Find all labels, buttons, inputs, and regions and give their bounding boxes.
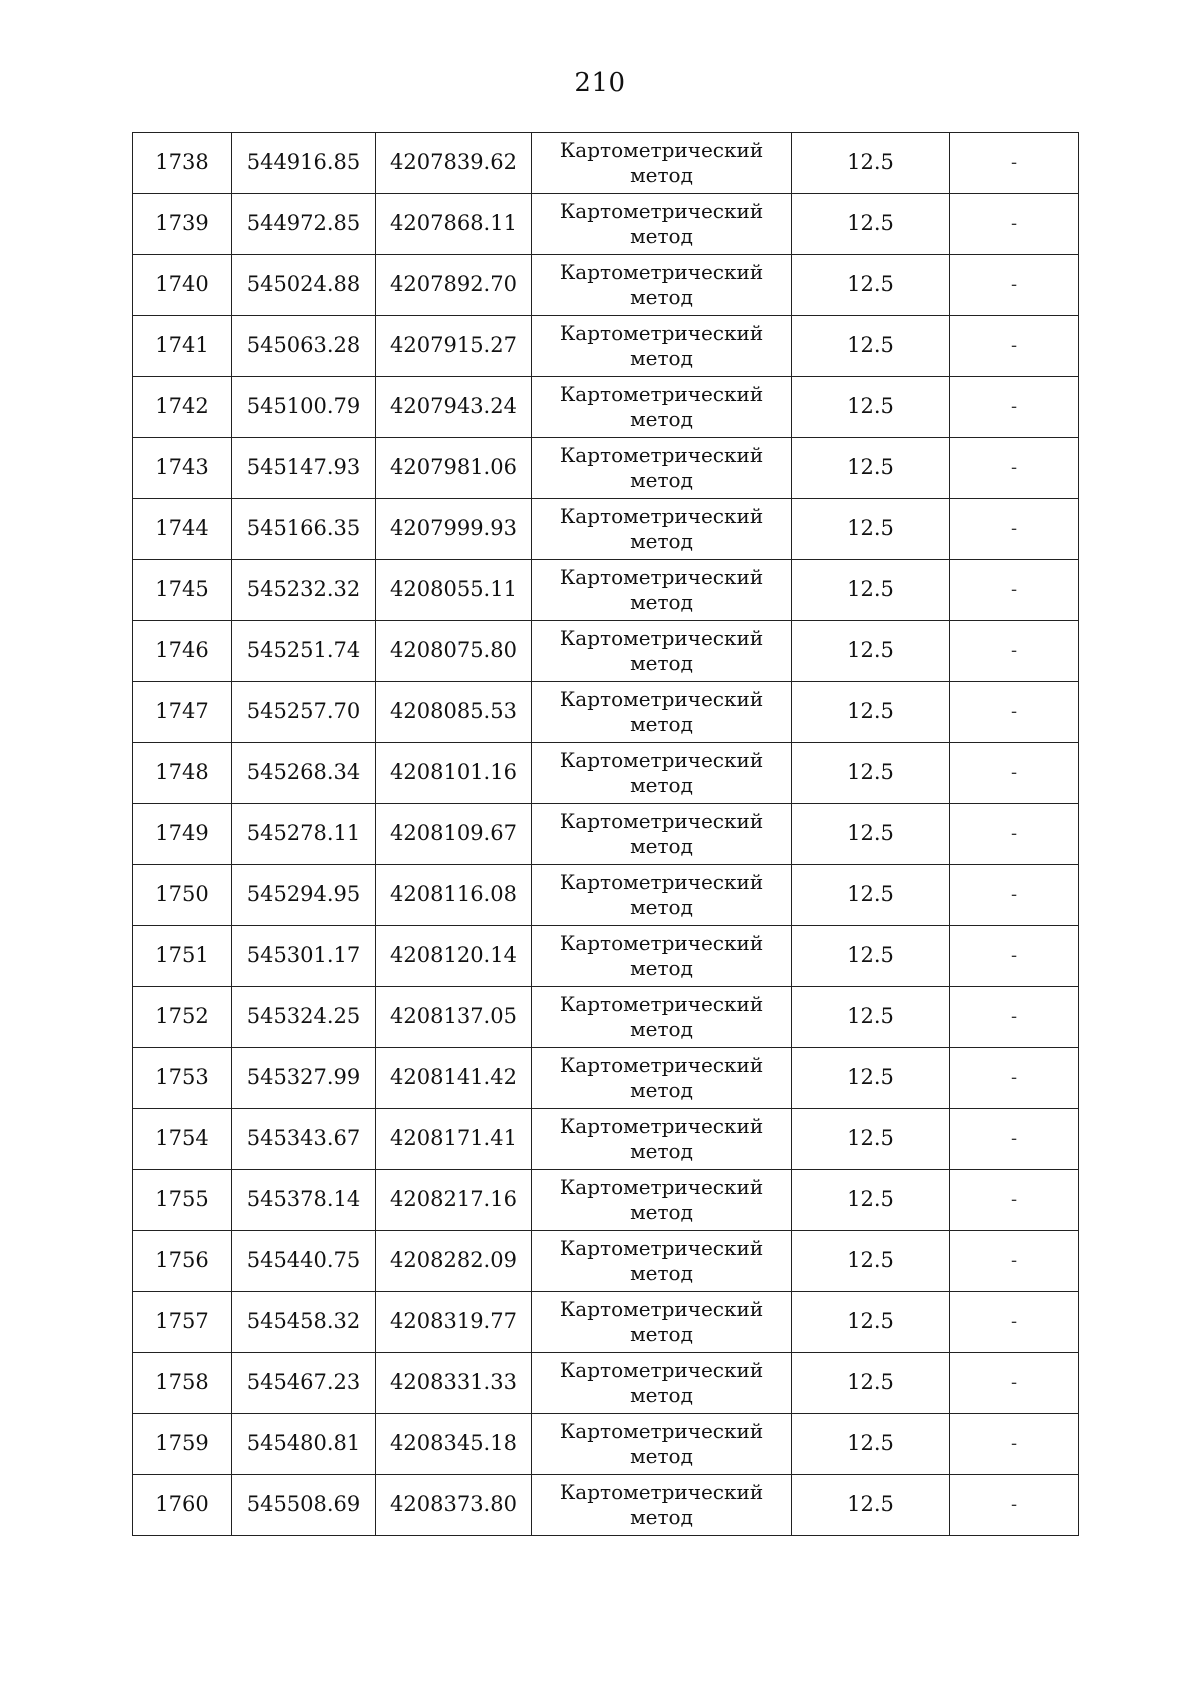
table-row: [133, 316, 1079, 377]
x-coordinate-cell: 545232.32: [232, 560, 376, 621]
precision-cell: 12.5: [792, 1048, 950, 1109]
method-cell: [532, 499, 792, 560]
y-coordinate-cell: 4208120.14: [376, 926, 532, 987]
y-coordinate-cell: 4208075.80: [376, 621, 532, 682]
point-number-cell: 1752: [133, 987, 232, 1048]
precision-cell: 12.5: [792, 1353, 950, 1414]
point-number-cell: 1755: [133, 1170, 232, 1231]
method-line-1: Картометрический: [559, 1175, 764, 1199]
note-cell: -: [950, 1414, 1079, 1475]
precision-cell: 12.5: [792, 865, 950, 926]
table-row: [133, 438, 1079, 499]
method-line-1: Картометрический: [559, 687, 764, 711]
precision-cell: 12.5: [792, 1475, 950, 1536]
note-cell: -: [950, 987, 1079, 1048]
note-cell: -: [950, 1048, 1079, 1109]
point-number-cell: 1760: [133, 1475, 232, 1536]
method-cell: [532, 865, 792, 926]
method-line-1: Картометрический: [559, 626, 764, 650]
method-line-1: Картометрический: [559, 1419, 764, 1443]
method-line-1: Картометрический: [559, 748, 764, 772]
x-coordinate-cell: 545024.88: [232, 255, 376, 316]
method-cell: [532, 1475, 792, 1536]
y-coordinate-cell: 4207839.62: [376, 133, 532, 194]
point-number-cell: 1750: [133, 865, 232, 926]
y-coordinate-cell: 4208373.80: [376, 1475, 532, 1536]
precision-cell: 12.5: [792, 499, 950, 560]
page-number: 210: [574, 68, 626, 98]
table-row: [133, 987, 1079, 1048]
precision-cell: 12.5: [792, 926, 950, 987]
precision-cell: 12.5: [792, 438, 950, 499]
y-coordinate-cell: 4208282.09: [376, 1231, 532, 1292]
method-line-1: Картометрический: [559, 260, 764, 284]
method-cell: [532, 377, 792, 438]
method-line-2: метод: [630, 1261, 693, 1285]
y-coordinate-cell: 4208217.16: [376, 1170, 532, 1231]
method-line-1: Картометрический: [559, 565, 764, 589]
precision-cell: 12.5: [792, 377, 950, 438]
precision-cell: 12.5: [792, 743, 950, 804]
x-coordinate-cell: 545301.17: [232, 926, 376, 987]
x-coordinate-cell: 545378.14: [232, 1170, 376, 1231]
point-number-cell: 1743: [133, 438, 232, 499]
note-cell: -: [950, 682, 1079, 743]
point-number-cell: 1738: [133, 133, 232, 194]
method-line-2: метод: [630, 163, 693, 187]
precision-cell: 12.5: [792, 1414, 950, 1475]
table-row: [133, 133, 1079, 194]
method-cell: [532, 1353, 792, 1414]
x-coordinate-cell: 545480.81: [232, 1414, 376, 1475]
point-number-cell: 1751: [133, 926, 232, 987]
method-line-2: метод: [630, 834, 693, 858]
precision-cell: 12.5: [792, 1292, 950, 1353]
x-coordinate-cell: 545257.70: [232, 682, 376, 743]
method-line-1: Картометрический: [559, 870, 764, 894]
method-cell: [532, 1109, 792, 1170]
y-coordinate-cell: 4208345.18: [376, 1414, 532, 1475]
method-line-1: Картометрический: [559, 809, 764, 833]
method-line-2: метод: [630, 285, 693, 309]
point-number-cell: 1742: [133, 377, 232, 438]
y-coordinate-cell: 4208171.41: [376, 1109, 532, 1170]
point-number-cell: 1739: [133, 194, 232, 255]
table-row: [133, 377, 1079, 438]
table-row: [133, 194, 1079, 255]
method-line-1: Картометрический: [559, 1358, 764, 1382]
table-row: [133, 1231, 1079, 1292]
precision-cell: 12.5: [792, 682, 950, 743]
method-line-1: Картометрический: [559, 504, 764, 528]
method-line-2: метод: [630, 468, 693, 492]
precision-cell: 12.5: [792, 1231, 950, 1292]
y-coordinate-cell: 4207892.70: [376, 255, 532, 316]
method-line-2: метод: [630, 895, 693, 919]
method-line-2: метод: [630, 1322, 693, 1346]
method-line-2: метод: [630, 1200, 693, 1224]
method-line-2: метод: [630, 1017, 693, 1041]
method-cell: [532, 255, 792, 316]
method-cell: [532, 682, 792, 743]
method-line-2: метод: [630, 1078, 693, 1102]
point-number-cell: 1757: [133, 1292, 232, 1353]
note-cell: -: [950, 255, 1079, 316]
method-line-2: метод: [630, 712, 693, 736]
table-row: [133, 865, 1079, 926]
note-cell: -: [950, 499, 1079, 560]
point-number-cell: 1748: [133, 743, 232, 804]
note-cell: -: [950, 1109, 1079, 1170]
y-coordinate-cell: 4208055.11: [376, 560, 532, 621]
method-line-2: метод: [630, 407, 693, 431]
point-number-cell: 1745: [133, 560, 232, 621]
coordinates-table: [132, 132, 1079, 1536]
method-line-1: Картометрический: [559, 992, 764, 1016]
x-coordinate-cell: 545343.67: [232, 1109, 376, 1170]
x-coordinate-cell: 545063.28: [232, 316, 376, 377]
point-number-cell: 1746: [133, 621, 232, 682]
table-row: [133, 1170, 1079, 1231]
note-cell: -: [950, 194, 1079, 255]
x-coordinate-cell: 545508.69: [232, 1475, 376, 1536]
table-row: [133, 1414, 1079, 1475]
table-row: [133, 1475, 1079, 1536]
note-cell: -: [950, 438, 1079, 499]
method-cell: [532, 194, 792, 255]
method-line-2: метод: [630, 651, 693, 675]
x-coordinate-cell: 544916.85: [232, 133, 376, 194]
table-row: [133, 255, 1079, 316]
point-number-cell: 1747: [133, 682, 232, 743]
note-cell: -: [950, 1475, 1079, 1536]
method-line-1: Картометрический: [559, 1236, 764, 1260]
table-row: [133, 621, 1079, 682]
method-line-1: Картометрический: [559, 1297, 764, 1321]
table-row: [133, 1048, 1079, 1109]
point-number-cell: 1758: [133, 1353, 232, 1414]
y-coordinate-cell: 4208141.42: [376, 1048, 532, 1109]
method-line-2: метод: [630, 1444, 693, 1468]
precision-cell: 12.5: [792, 987, 950, 1048]
method-line-2: метод: [630, 590, 693, 614]
precision-cell: 12.5: [792, 804, 950, 865]
method-cell: [532, 1292, 792, 1353]
note-cell: -: [950, 133, 1079, 194]
note-cell: -: [950, 1231, 1079, 1292]
y-coordinate-cell: 4208101.16: [376, 743, 532, 804]
note-cell: -: [950, 560, 1079, 621]
table-row: [133, 1292, 1079, 1353]
x-coordinate-cell: 545324.25: [232, 987, 376, 1048]
method-line-2: метод: [630, 773, 693, 797]
note-cell: -: [950, 1353, 1079, 1414]
table-row: [133, 1353, 1079, 1414]
method-cell: [532, 621, 792, 682]
point-number-cell: 1753: [133, 1048, 232, 1109]
x-coordinate-cell: 545251.74: [232, 621, 376, 682]
method-line-1: Картометрический: [559, 931, 764, 955]
method-line-1: Картометрический: [559, 1114, 764, 1138]
point-number-cell: 1741: [133, 316, 232, 377]
method-line-1: Картометрический: [559, 1053, 764, 1077]
method-line-2: метод: [630, 224, 693, 248]
method-cell: [532, 1048, 792, 1109]
method-line-2: метод: [630, 1139, 693, 1163]
note-cell: -: [950, 621, 1079, 682]
y-coordinate-cell: 4208109.67: [376, 804, 532, 865]
y-coordinate-cell: 4207868.11: [376, 194, 532, 255]
method-line-2: метод: [630, 956, 693, 980]
method-cell: [532, 560, 792, 621]
method-cell: [532, 804, 792, 865]
x-coordinate-cell: 544972.85: [232, 194, 376, 255]
point-number-cell: 1749: [133, 804, 232, 865]
method-line-2: метод: [630, 346, 693, 370]
method-cell: [532, 1170, 792, 1231]
point-number-cell: 1756: [133, 1231, 232, 1292]
note-cell: -: [950, 926, 1079, 987]
precision-cell: 12.5: [792, 1109, 950, 1170]
method-cell: [532, 133, 792, 194]
method-cell: [532, 1414, 792, 1475]
method-cell: [532, 438, 792, 499]
table-row: [133, 499, 1079, 560]
y-coordinate-cell: 4208319.77: [376, 1292, 532, 1353]
method-cell: [532, 1231, 792, 1292]
method-line-1: Картометрический: [559, 321, 764, 345]
x-coordinate-cell: 545100.79: [232, 377, 376, 438]
method-line-2: метод: [630, 529, 693, 553]
method-line-2: метод: [630, 1505, 693, 1529]
method-line-2: метод: [630, 1383, 693, 1407]
method-cell: [532, 316, 792, 377]
y-coordinate-cell: 4207943.24: [376, 377, 532, 438]
table-row: [133, 743, 1079, 804]
y-coordinate-cell: 4207981.06: [376, 438, 532, 499]
table-row: [133, 560, 1079, 621]
x-coordinate-cell: 545327.99: [232, 1048, 376, 1109]
method-cell: [532, 926, 792, 987]
point-number-cell: 1744: [133, 499, 232, 560]
y-coordinate-cell: 4208085.53: [376, 682, 532, 743]
y-coordinate-cell: 4208331.33: [376, 1353, 532, 1414]
x-coordinate-cell: 545294.95: [232, 865, 376, 926]
y-coordinate-cell: 4208116.08: [376, 865, 532, 926]
precision-cell: 12.5: [792, 194, 950, 255]
method-line-1: Картометрический: [559, 1480, 764, 1504]
method-line-1: Картометрический: [559, 382, 764, 406]
table-row: [133, 1109, 1079, 1170]
note-cell: -: [950, 743, 1079, 804]
note-cell: -: [950, 1292, 1079, 1353]
precision-cell: 12.5: [792, 255, 950, 316]
x-coordinate-cell: 545440.75: [232, 1231, 376, 1292]
precision-cell: 12.5: [792, 1170, 950, 1231]
point-number-cell: 1754: [133, 1109, 232, 1170]
method-line-1: Картометрический: [559, 138, 764, 162]
method-cell: [532, 743, 792, 804]
point-number-cell: 1740: [133, 255, 232, 316]
x-coordinate-cell: 545278.11: [232, 804, 376, 865]
precision-cell: 12.5: [792, 133, 950, 194]
coordinates-table-body: [133, 133, 1079, 1536]
method-cell: [532, 987, 792, 1048]
point-number-cell: 1759: [133, 1414, 232, 1475]
note-cell: -: [950, 865, 1079, 926]
table-row: [133, 926, 1079, 987]
precision-cell: 12.5: [792, 316, 950, 377]
x-coordinate-cell: 545166.35: [232, 499, 376, 560]
y-coordinate-cell: 4208137.05: [376, 987, 532, 1048]
y-coordinate-cell: 4207999.93: [376, 499, 532, 560]
x-coordinate-cell: 545268.34: [232, 743, 376, 804]
precision-cell: 12.5: [792, 621, 950, 682]
table-row: [133, 682, 1079, 743]
note-cell: -: [950, 804, 1079, 865]
y-coordinate-cell: 4207915.27: [376, 316, 532, 377]
precision-cell: 12.5: [792, 560, 950, 621]
method-line-1: Картометрический: [559, 443, 764, 467]
x-coordinate-cell: 545458.32: [232, 1292, 376, 1353]
x-coordinate-cell: 545467.23: [232, 1353, 376, 1414]
note-cell: -: [950, 316, 1079, 377]
note-cell: -: [950, 1170, 1079, 1231]
note-cell: -: [950, 377, 1079, 438]
method-line-1: Картометрический: [559, 199, 764, 223]
x-coordinate-cell: 545147.93: [232, 438, 376, 499]
table-row: [133, 804, 1079, 865]
